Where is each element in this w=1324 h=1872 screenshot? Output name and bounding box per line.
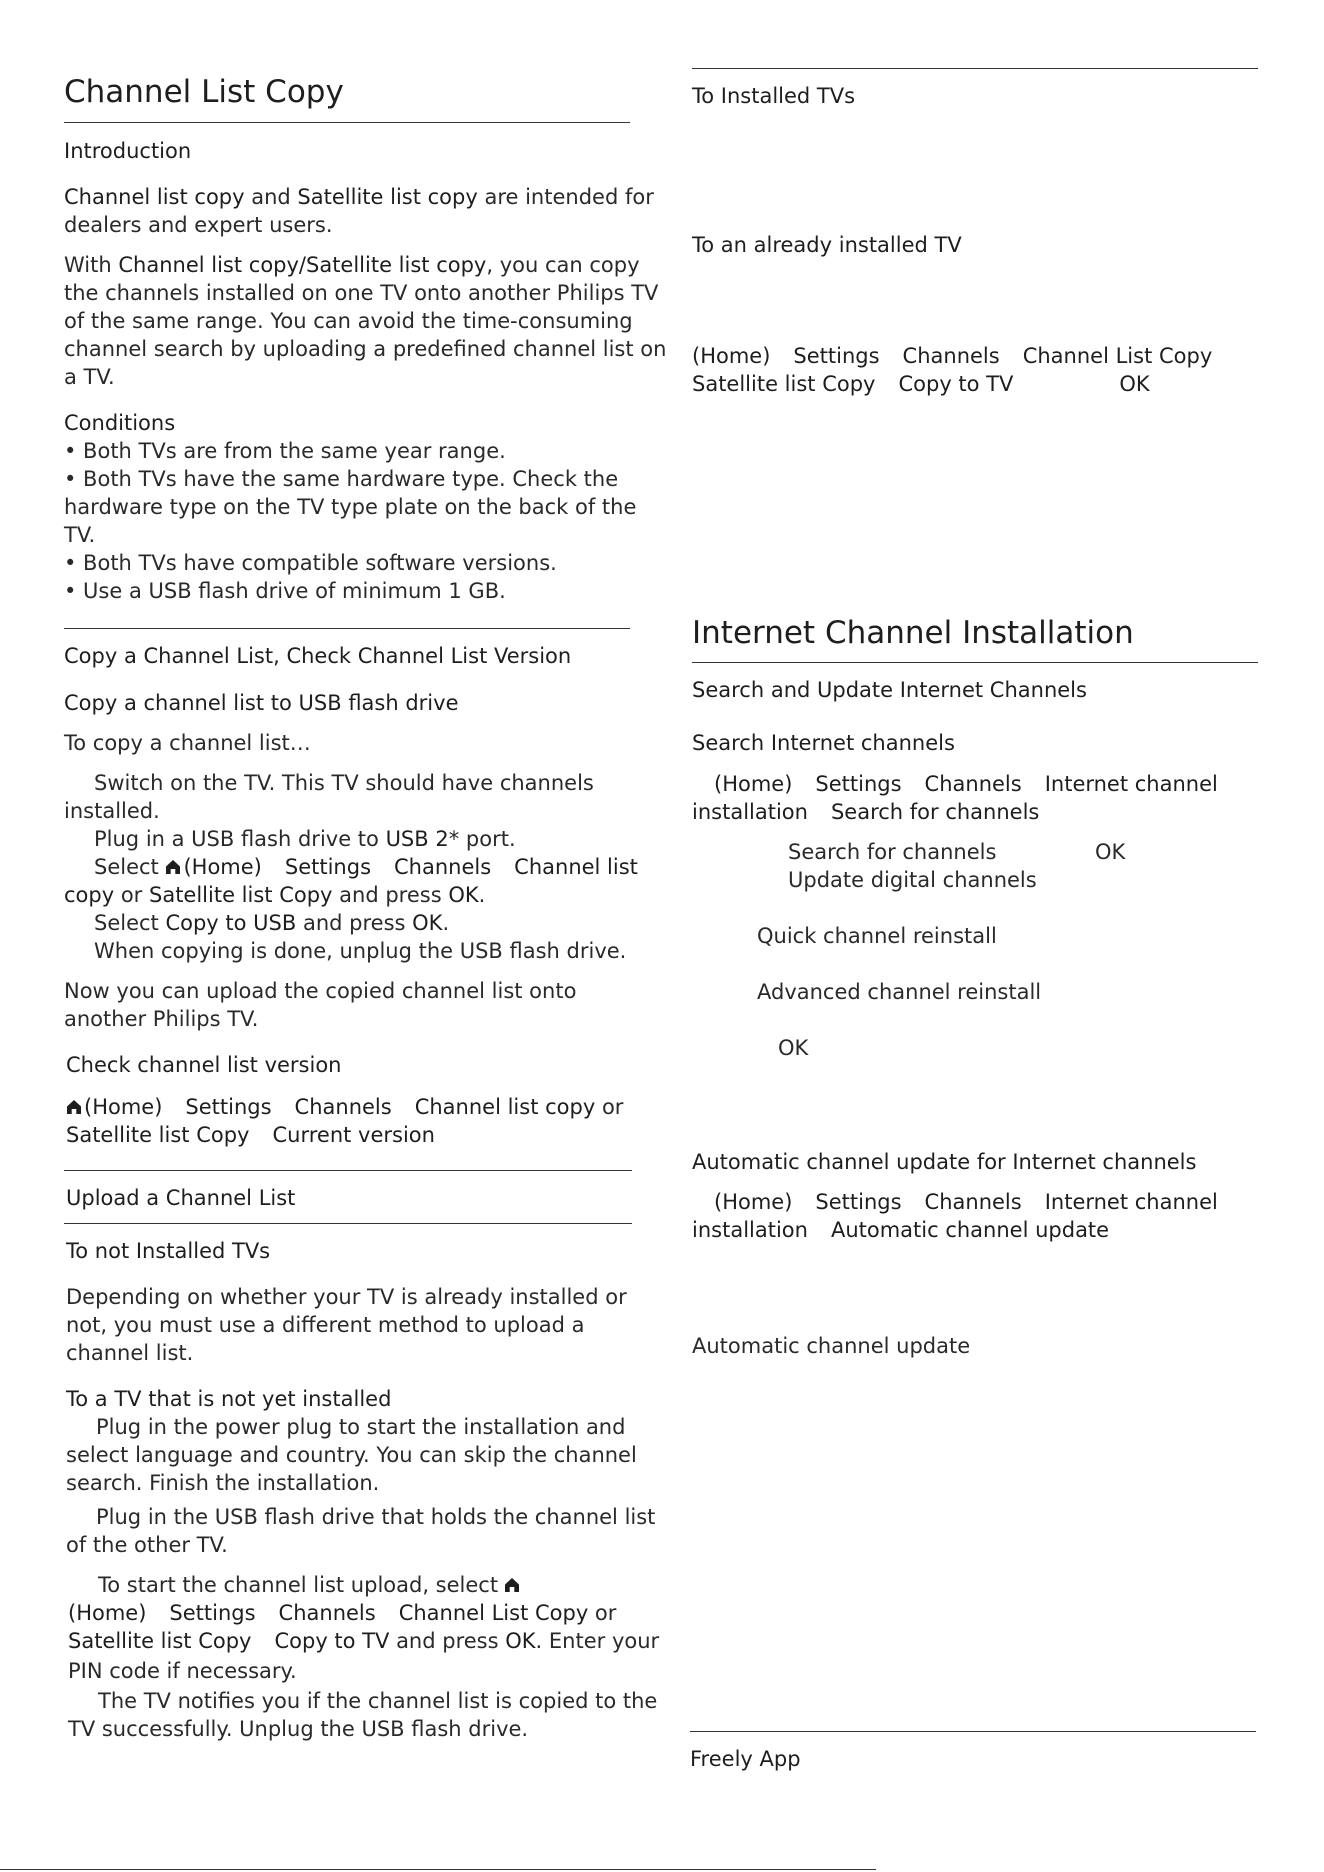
- not-installed-heading: To not Installed TVs: [66, 1239, 271, 1263]
- intro-p2-line-2: the channels installed on one TV onto another Philips TV: [64, 281, 659, 305]
- copy-subheading: Copy a channel list to USB flash drive: [64, 691, 459, 715]
- copy-step-3a: Select (Home) Settings Channels Channel list: [94, 855, 638, 879]
- upload-step-1a: Plug in the power plug to start the installation and: [96, 1415, 626, 1439]
- upload-note-2: another Philips TV.: [64, 1007, 259, 1031]
- copy-intro: To copy a channel list…: [64, 731, 311, 755]
- upload-step-3a: To start the channel list upload, select: [98, 1571, 522, 1599]
- condition-4: • Use a USB flash drive of minimum 1 GB.: [64, 579, 506, 603]
- condition-2b: hardware type on the TV type plate on the back of the: [64, 495, 637, 519]
- condition-2c: TV.: [64, 523, 96, 547]
- copy-heading: Copy a Channel List, Check Channel List Version: [64, 644, 572, 668]
- copy-step-1a: Switch on the TV. This TV should have channels: [94, 771, 594, 795]
- check-version-path-2: Satellite list Copy Current version: [66, 1123, 435, 1147]
- footer-divider: [0, 1869, 876, 1870]
- upload-step-4a: The TV notifies you if the channel list is copied to the: [98, 1689, 658, 1713]
- copy-step-5: When copying is done, unplug the USB flash drive.: [94, 939, 627, 963]
- search-internet-heading: Search Internet channels: [692, 731, 955, 755]
- depending-line-3: channel list.: [66, 1341, 194, 1365]
- introduction-heading: Introduction: [64, 139, 192, 163]
- conditions-heading: Conditions: [64, 411, 176, 435]
- freely-divider: [690, 1731, 1256, 1732]
- copy-step-1b: installed.: [64, 799, 160, 823]
- upload-step-4b: TV successfully. Unplug the USB flash drive.: [68, 1717, 529, 1741]
- copy-step-2: Plug in a USB flash drive to USB 2* port.: [94, 827, 516, 851]
- search-path-1: (Home) Settings Channels Internet channel: [714, 772, 1218, 796]
- depending-line-1: Depending on whether your TV is already installed or: [66, 1285, 627, 1309]
- search-path-2: installation Search for channels: [692, 800, 1040, 824]
- condition-2a: • Both TVs have the same hardware type. Check the: [64, 467, 619, 491]
- upload-step-3c: Satellite list Copy Copy to TV and press OK. Enter your: [68, 1629, 660, 1653]
- search-update-heading: Search and Update Internet Channels: [692, 678, 1087, 702]
- auto-path-2: installation Automatic channel update: [692, 1218, 1110, 1242]
- intro-p2-line-1: With Channel list copy/Satellite list copy, you can copy: [64, 253, 640, 277]
- upload-step-3d: PIN code if necessary.: [68, 1659, 297, 1683]
- intro-p2-line-3: of the same range. You can avoid the time-consuming: [64, 309, 633, 333]
- upload-step-1b: select language and country. You can skip the channel: [66, 1443, 637, 1467]
- option-update-digital: Update digital channels: [788, 868, 1037, 892]
- section-divider-copy: [64, 628, 630, 629]
- option-quick-reinstall: Quick channel reinstall: [757, 924, 997, 948]
- internet-title-divider: [692, 662, 1258, 663]
- section-divider-upload: [64, 1170, 632, 1171]
- home-icon: [66, 1099, 82, 1115]
- depending-line-2: not, you must use a different method to upload a: [66, 1313, 585, 1337]
- auto-update-label: Automatic channel update: [692, 1334, 971, 1358]
- intro-line-2: dealers and expert users.: [64, 213, 333, 237]
- option-advanced-reinstall: Advanced channel reinstall: [757, 980, 1042, 1004]
- installed-path-1: (Home) Settings Channels Channel List Copy: [692, 344, 1213, 368]
- upload-step-2b: of the other TV.: [66, 1533, 228, 1557]
- auto-path-1: (Home) Settings Channels Internet channel: [714, 1190, 1218, 1214]
- internet-section-title: Internet Channel Installation: [692, 615, 1134, 651]
- upload-step-3b: (Home) Settings Channels Channel List Copy or: [68, 1601, 617, 1625]
- home-icon: [165, 859, 181, 875]
- upload-step-1c: search. Finish the installation.: [66, 1471, 380, 1495]
- option-search-ok: OK: [1095, 840, 1126, 864]
- option-ok: OK: [778, 1036, 809, 1060]
- copy-step-4: Select Copy to USB and press OK.: [94, 911, 450, 935]
- tv-not-installed-heading: To a TV that is not yet installed: [66, 1387, 392, 1411]
- upload-heading: Upload a Channel List: [66, 1186, 296, 1210]
- upload-step-2a: Plug in the USB flash drive that holds the channel list: [96, 1505, 656, 1529]
- already-installed-heading: To an already installed TV: [692, 233, 962, 257]
- home-icon: [504, 1577, 520, 1593]
- intro-p2-line-4: channel search by uploading a predefined channel list on: [64, 337, 667, 361]
- check-version-heading: Check channel list version: [66, 1053, 342, 1077]
- intro-p2-line-5: a TV.: [64, 365, 115, 389]
- copy-step-3b: copy or Satellite list Copy and press OK.: [64, 883, 486, 907]
- condition-3: • Both TVs have compatible software versions.: [64, 551, 557, 575]
- installed-path-2: Satellite list Copy Copy to TV OK: [692, 372, 1150, 396]
- option-search-channels: Search for channels: [788, 840, 997, 864]
- condition-1: • Both TVs are from the same year range.: [64, 439, 506, 463]
- freely-app-heading: Freely App: [690, 1747, 801, 1771]
- auto-update-heading: Automatic channel update for Internet channels: [692, 1150, 1197, 1174]
- check-version-path-1: (Home) Settings Channels Channel list copy or: [66, 1093, 623, 1121]
- installed-tvs-heading: To Installed TVs: [692, 84, 856, 108]
- title-divider: [64, 122, 630, 123]
- top-divider-right: [692, 68, 1258, 69]
- section-divider-not-installed: [64, 1223, 632, 1224]
- upload-note-1: Now you can upload the copied channel list onto: [64, 979, 577, 1003]
- page-title: Channel List Copy: [64, 74, 344, 110]
- intro-line-1: Channel list copy and Satellite list copy are intended for: [64, 185, 654, 209]
